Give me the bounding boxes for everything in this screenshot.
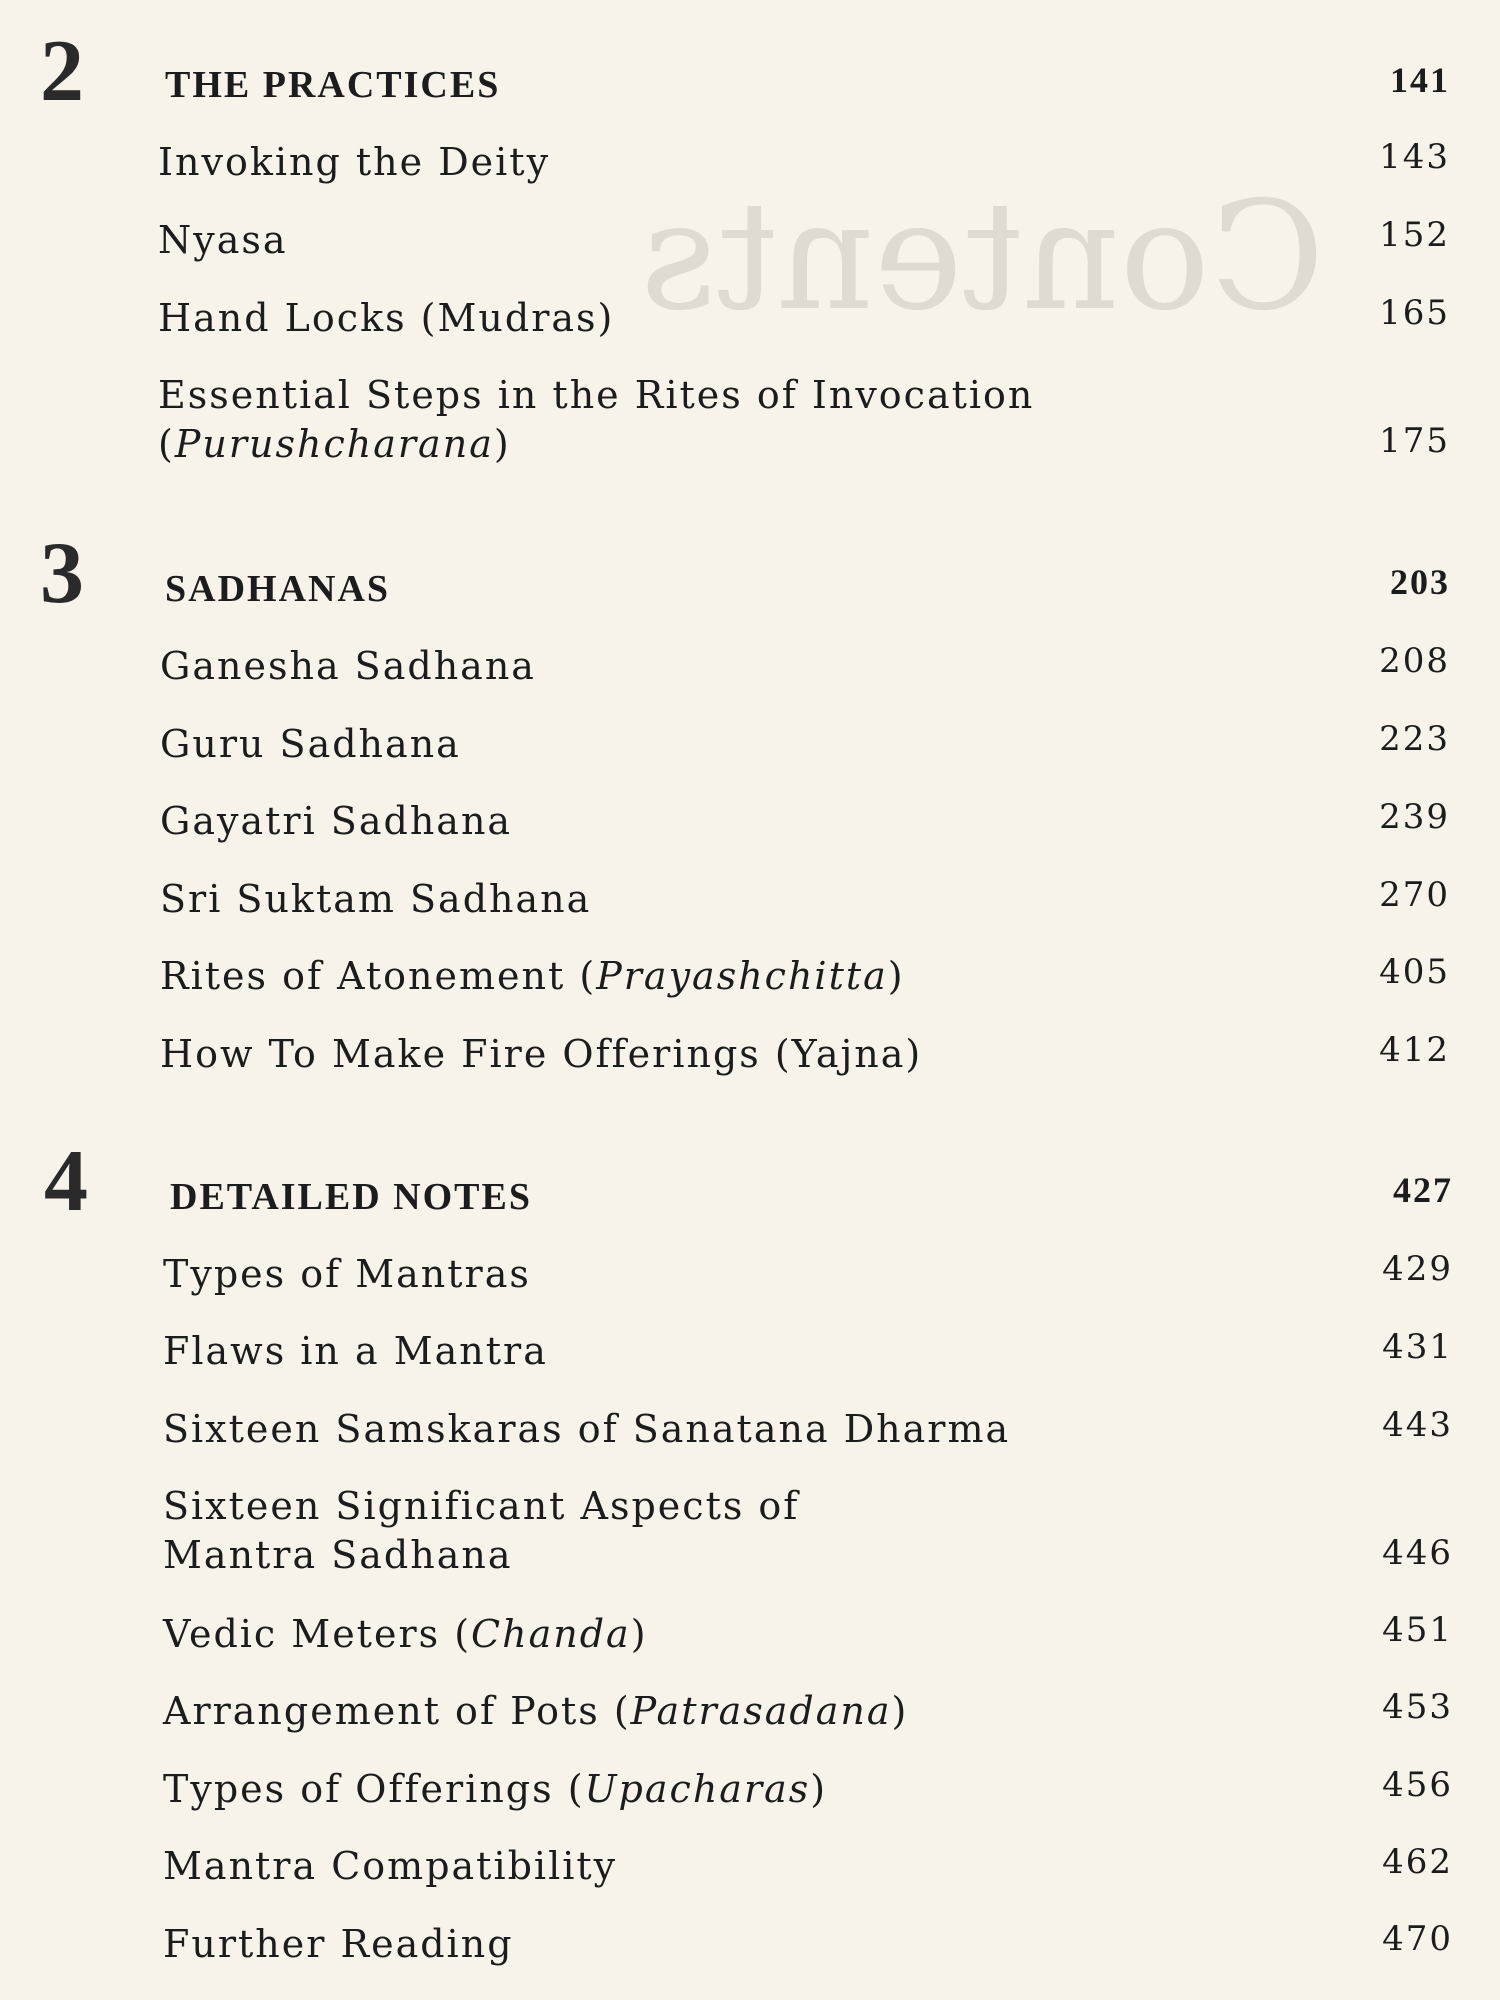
- toc-entry: Types of Mantras: [163, 1252, 531, 1296]
- toc-page-number: 223: [1379, 719, 1450, 759]
- toc-entry-italic: Purushcharana: [174, 422, 494, 467]
- chapter-page-number: 203: [1390, 562, 1450, 602]
- show-through-heading: Contents: [640, 170, 1325, 344]
- toc-entry-line1: Essential Steps in the Rites of Invocation: [158, 373, 1035, 417]
- toc-page-number: 412: [1379, 1030, 1450, 1070]
- toc-entry: Hand Locks (Mudras): [158, 296, 615, 340]
- chapter-number: 3: [40, 525, 84, 622]
- chapter-page-number: 141: [1390, 60, 1450, 100]
- toc-entry-italic: Patrasadana: [630, 1689, 892, 1733]
- toc-entry: Guru Sadhana: [160, 722, 461, 766]
- toc-entry: Sixteen Samskaras of Sanatana Dharma: [163, 1407, 1011, 1451]
- toc-page-number: 431: [1382, 1327, 1453, 1367]
- toc-entry: [163, 1482, 799, 1581]
- toc-entry: Vedic Meters (Chanda): [163, 1612, 648, 1656]
- chapter-number: 2: [40, 23, 84, 120]
- toc-entry-line1: Sixteen Significant Aspects of: [163, 1484, 800, 1528]
- toc-entry: Sri Suktam Sadhana: [160, 877, 592, 921]
- toc-entry: Flaws in a Mantra: [163, 1329, 548, 1373]
- toc-page-number: 446: [1382, 1533, 1453, 1573]
- toc-entry-italic: Prayashchitta: [596, 954, 888, 998]
- toc-entry-italic: Chanda: [471, 1612, 631, 1656]
- toc-page-number: 405: [1379, 952, 1450, 992]
- chapter-title: DETAILED NOTES: [170, 1176, 533, 1218]
- chapter-page-number: 427: [1393, 1170, 1453, 1210]
- toc-page-number: 451: [1382, 1610, 1453, 1650]
- toc-entry-text: Rites of Atonement: [160, 954, 566, 998]
- toc-entry: Nyasa: [158, 218, 288, 262]
- toc-entry-italic: Upacharas: [584, 1767, 811, 1811]
- toc-entry-text: Types of Offerings: [163, 1767, 554, 1811]
- toc-entry: Gayatri Sadhana: [160, 799, 513, 843]
- toc-page-number: 152: [1379, 215, 1450, 255]
- toc-entry: Further Reading: [163, 1922, 514, 1966]
- toc-entry: Rites of Atonement (Prayashchitta): [160, 954, 905, 998]
- toc-page-number: 239: [1379, 797, 1450, 837]
- chapter-title: SADHANAS: [165, 568, 391, 610]
- toc-entry: Essential Steps in the Rites of Invocation (Purushcharana): [158, 373, 1035, 467]
- toc-page-number: 165: [1379, 293, 1450, 333]
- toc-page-number: 270: [1379, 875, 1450, 915]
- toc-entry: Mantra Compatibility: [163, 1844, 618, 1888]
- toc-entry: Arrangement of Pots (Patrasadana): [163, 1689, 909, 1733]
- toc-page-number: 456: [1382, 1765, 1453, 1805]
- toc-page-number: 462: [1382, 1842, 1453, 1882]
- toc-page-number: 175: [1379, 421, 1450, 461]
- toc-page-number: 443: [1382, 1405, 1453, 1445]
- toc-page-number: 143: [1379, 137, 1450, 177]
- toc-entry: How To Make Fire Offerings (Yajna): [160, 1032, 923, 1076]
- toc-page-number: 470: [1382, 1919, 1453, 1959]
- toc-entry-text: Arrangement of Pots: [163, 1689, 600, 1733]
- chapter-title: THE PRACTICES: [165, 64, 501, 106]
- toc-page-number: 429: [1382, 1249, 1453, 1289]
- toc-entry: Invoking the Deity: [158, 140, 551, 184]
- toc-entry-line2: Mantra Sadhana: [163, 1533, 513, 1578]
- toc-page-number: 208: [1379, 641, 1450, 681]
- toc-entry: Ganesha Sadhana: [160, 644, 536, 688]
- chapter-number: 4: [44, 1133, 88, 1230]
- toc-page-number: 453: [1382, 1687, 1453, 1727]
- toc-entry: Types of Offerings (Upacharas): [163, 1767, 828, 1811]
- toc-entry-text: Vedic Meters: [163, 1612, 441, 1656]
